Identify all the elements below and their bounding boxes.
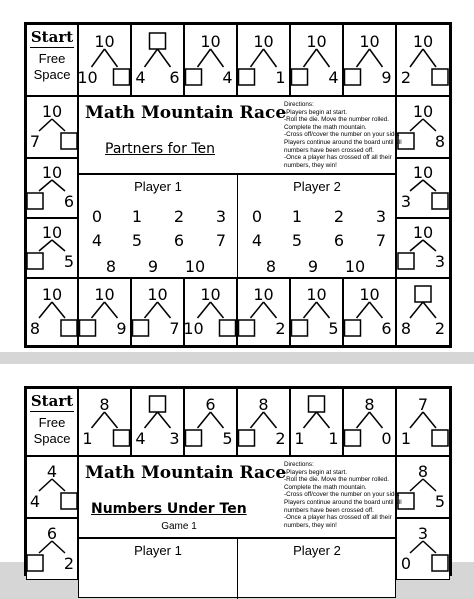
right-part-number: 6 [381, 319, 392, 338]
mountain-space [290, 278, 343, 346]
mountain-line [198, 412, 211, 428]
mountain-line [52, 302, 65, 318]
player-number[interactable]: 8 [105, 257, 117, 276]
player-number[interactable]: 0 [251, 207, 263, 226]
mountain-line [423, 302, 436, 318]
math-mountain [27, 97, 77, 157]
total-number: 10 [147, 285, 168, 304]
right-part-blank-box [61, 493, 77, 509]
player-number[interactable]: 1 [131, 207, 143, 226]
free-space-label: Free Space [33, 415, 71, 446]
mountain-line [304, 302, 317, 318]
mountain-line [211, 49, 224, 67]
right-part-number: 5 [328, 319, 339, 338]
total-number: 10 [359, 285, 380, 304]
player-number[interactable]: 9 [307, 257, 319, 276]
total-number: 4 [46, 462, 58, 481]
right-part-number: 5 [434, 492, 446, 511]
math-mountain [79, 279, 130, 345]
total-number: 10 [253, 32, 274, 51]
board-title: Math Mountain Race [85, 463, 287, 483]
total-number: 10 [412, 163, 434, 182]
mountain-line [158, 412, 171, 428]
players-area [78, 174, 396, 278]
math-mountain [291, 279, 342, 345]
player-number[interactable]: 2 [333, 207, 345, 226]
math-mountain [397, 97, 449, 157]
right-part-blank-box [114, 430, 130, 446]
right-part-number: 3 [169, 429, 180, 448]
left-part-number: 3 [400, 192, 412, 211]
player-number[interactable]: 4 [91, 231, 103, 250]
total-number: 6 [205, 395, 216, 414]
mountain-line [158, 302, 171, 318]
left-part-blank-box [398, 253, 414, 269]
right-part-number: 4 [222, 68, 233, 87]
math-mountain [238, 389, 289, 455]
total-number: 10 [412, 102, 434, 121]
total-number: 10 [94, 285, 115, 304]
left-part-number: 4 [29, 492, 41, 511]
player-number[interactable]: 1 [291, 207, 303, 226]
left-part-number: 1 [294, 429, 305, 448]
board-header [78, 96, 402, 174]
math-mountain [132, 25, 183, 95]
mountain-space [343, 24, 396, 96]
total-number: 10 [412, 32, 434, 51]
total-blank-box [415, 286, 431, 302]
player-number[interactable]: 2 [173, 207, 185, 226]
mountain-line [423, 49, 436, 67]
left-part-number: 4 [135, 429, 146, 448]
mountain-space [396, 456, 450, 518]
mountain-line [370, 412, 383, 428]
math-mountain [27, 219, 77, 277]
player-2-label: Player 2 [293, 543, 341, 558]
math-mountain [397, 159, 449, 217]
right-part-blank-box [220, 320, 236, 336]
player-number[interactable]: 3 [215, 207, 227, 226]
mountain-line [317, 49, 330, 67]
total-number: 8 [417, 462, 429, 481]
players-area [78, 538, 396, 598]
board-subtitle: Partners for Ten [105, 141, 215, 157]
left-part-blank-box [80, 320, 96, 336]
mountain-space [237, 278, 290, 346]
right-part-blank-box [61, 133, 77, 149]
left-part-number: 0 [400, 554, 412, 573]
mountain-line [105, 302, 118, 318]
mountain-line [304, 49, 317, 67]
right-part-number: 6 [63, 192, 75, 211]
mountain-line [423, 412, 436, 428]
mountain-line [264, 412, 277, 428]
mountain-space [396, 218, 450, 278]
left-part-blank-box [292, 320, 308, 336]
right-part-number: 8 [434, 132, 446, 151]
player-number[interactable]: 7 [375, 231, 387, 250]
math-mountain [344, 389, 395, 455]
player-number[interactable]: 6 [173, 231, 185, 250]
total-number: 6 [46, 524, 58, 543]
start-space [26, 388, 78, 456]
right-part-number: 5 [222, 429, 233, 448]
board-subtitle: Numbers Under Ten [91, 501, 247, 517]
math-mountain [27, 279, 77, 345]
mountain-line [92, 49, 105, 67]
left-part-blank-box [186, 430, 202, 446]
math-mountain [132, 279, 183, 345]
player-number[interactable]: 8 [265, 257, 277, 276]
mountain-space [184, 388, 237, 456]
math-mountain [185, 279, 236, 345]
player-2-label: Player 2 [293, 179, 341, 194]
right-part-number: 1 [275, 68, 286, 87]
right-part-number: 1 [328, 429, 339, 448]
mountain-space [78, 388, 131, 456]
right-part-blank-box [432, 193, 448, 209]
player-number[interactable]: 9 [147, 257, 159, 276]
mountain-space [290, 388, 343, 456]
left-part-blank-box [186, 69, 202, 85]
worksheet-page-2 [0, 364, 474, 573]
directions-text: Directions: -Players begin at start. -Roll the die. Move the number rolled. Complete the math mountain. -Cross off/cover the number on your side. Players continue around the board until all numbers have been crossed off. -Once a player has crossed off all their numbers, they win! [284, 461, 402, 529]
math-mountain [27, 519, 77, 579]
mountain-space [396, 158, 450, 218]
math-mountain [132, 389, 183, 455]
right-part-number: 0 [381, 429, 392, 448]
left-part-blank-box [292, 69, 308, 85]
mountain-line [370, 49, 383, 67]
mountain-line [92, 302, 105, 318]
mountain-line [317, 302, 330, 318]
right-part-blank-box [432, 69, 448, 85]
mountain-line [357, 302, 370, 318]
right-part-blank-box [432, 430, 448, 446]
math-mountain [79, 389, 130, 455]
mountain-space [343, 278, 396, 346]
left-part-number: 1 [400, 429, 412, 448]
divider [30, 411, 74, 412]
mountain-space [78, 24, 131, 96]
player-1-label: Player 1 [134, 543, 182, 558]
player-1-label: Player 1 [134, 179, 182, 194]
total-number: 7 [417, 395, 429, 414]
mountain-space [131, 278, 184, 346]
mountain-line [145, 412, 158, 428]
total-number: 10 [412, 223, 434, 242]
mountain-space [396, 24, 450, 96]
right-part-number: 2 [63, 554, 75, 573]
math-mountain [291, 389, 342, 455]
mountain-space [396, 96, 450, 158]
right-part-number: 9 [381, 68, 392, 87]
mountain-line [357, 49, 370, 67]
total-number: 10 [41, 163, 63, 182]
mountain-line [39, 302, 52, 318]
total-number: 8 [364, 395, 375, 414]
mountain-space [396, 388, 450, 456]
mountain-space [396, 278, 450, 346]
board-header [78, 456, 402, 538]
math-mountain [397, 279, 449, 345]
left-part-blank-box [27, 253, 43, 269]
mountain-space [131, 388, 184, 456]
player-number[interactable]: 5 [131, 231, 143, 250]
math-mountain [185, 389, 236, 455]
math-mountain [344, 25, 395, 95]
total-blank-box [150, 396, 166, 412]
total-number: 8 [99, 395, 110, 414]
right-part-number: 9 [116, 319, 127, 338]
mountain-line [145, 302, 158, 318]
right-part-number: 2 [434, 319, 446, 338]
mountain-line [145, 49, 158, 67]
mountain-line [410, 302, 423, 318]
free-space-label: Free Space [33, 51, 71, 82]
left-part-blank-box [239, 320, 255, 336]
left-part-blank-box [239, 69, 255, 85]
left-part-number: 1 [82, 429, 93, 448]
left-part-number: 4 [135, 68, 146, 87]
mountain-line [211, 302, 224, 318]
player-number[interactable]: 7 [215, 231, 227, 250]
right-part-number: 2 [275, 319, 286, 338]
left-part-blank-box [27, 555, 43, 571]
mountain-space [290, 24, 343, 96]
mountain-space [237, 388, 290, 456]
mountain-space [343, 388, 396, 456]
total-blank-box [309, 396, 325, 412]
mountain-space [26, 96, 78, 158]
right-part-blank-box [432, 555, 448, 571]
player-number[interactable]: 0 [91, 207, 103, 226]
math-mountain [79, 25, 130, 95]
divider [30, 47, 74, 48]
mountain-line [105, 49, 118, 67]
math-mountain [238, 25, 289, 95]
right-part-number: 2 [275, 429, 286, 448]
mountain-line [251, 302, 264, 318]
mountain-space [78, 278, 131, 346]
math-mountain [397, 25, 449, 95]
right-part-number: 6 [169, 68, 180, 87]
total-number: 3 [417, 524, 429, 543]
math-mountain [27, 457, 77, 517]
mountain-space [26, 278, 78, 346]
math-mountain [185, 25, 236, 95]
mountain-line [410, 49, 423, 67]
mountain-line [105, 412, 118, 428]
right-part-number: 3 [434, 252, 446, 271]
right-part-number: 4 [328, 68, 339, 87]
start-label: Start [30, 28, 74, 46]
left-part-blank-box [133, 320, 149, 336]
total-number: 10 [306, 32, 327, 51]
left-part-blank-box [345, 320, 361, 336]
game-board-2 [24, 386, 452, 576]
game-number: Game 1 [161, 521, 197, 532]
math-mountain [238, 279, 289, 345]
left-part-blank-box [239, 430, 255, 446]
mountain-line [264, 49, 277, 67]
total-number: 10 [41, 223, 63, 242]
board-title: Math Mountain Race [85, 103, 287, 123]
player-number[interactable]: 6 [333, 231, 345, 250]
math-mountain [344, 279, 395, 345]
mountain-space [26, 456, 78, 518]
game-board-1 [24, 22, 452, 348]
mountain-line [317, 412, 330, 428]
mountain-space [26, 158, 78, 218]
mountain-space [184, 24, 237, 96]
mountain-line [304, 412, 317, 428]
left-part-number: 7 [29, 132, 41, 151]
player-number[interactable]: 10 [184, 257, 206, 276]
mountain-line [198, 49, 211, 67]
left-part-number: 10 [77, 68, 98, 87]
total-number: 10 [200, 285, 221, 304]
total-number: 10 [41, 102, 63, 121]
player-number[interactable]: 10 [344, 257, 366, 276]
math-mountain [397, 519, 449, 579]
start-space [26, 24, 78, 96]
left-part-number: 10 [183, 319, 204, 338]
player-number[interactable]: 3 [375, 207, 387, 226]
total-number: 10 [306, 285, 327, 304]
mountain-line [357, 412, 370, 428]
math-mountain [291, 25, 342, 95]
mountain-line [158, 49, 171, 67]
mountain-space [131, 24, 184, 96]
math-mountain [397, 219, 449, 277]
left-part-blank-box [345, 430, 361, 446]
mountain-line [198, 302, 211, 318]
start-label: Start [30, 392, 74, 410]
mountain-space [396, 518, 450, 580]
total-number: 8 [258, 395, 269, 414]
right-part-blank-box [61, 320, 77, 336]
mountain-line [410, 412, 423, 428]
math-mountain [397, 457, 449, 517]
left-part-number: 8 [29, 319, 41, 338]
mountain-space [26, 518, 78, 580]
mountain-space [184, 278, 237, 346]
right-part-number: 7 [169, 319, 180, 338]
left-part-blank-box [345, 69, 361, 85]
total-number: 10 [253, 285, 274, 304]
mountain-line [92, 412, 105, 428]
math-mountain [27, 159, 77, 217]
left-part-number: 8 [400, 319, 412, 338]
total-number: 10 [94, 32, 115, 51]
total-number: 10 [359, 32, 380, 51]
mountain-line [251, 412, 264, 428]
mountain-space [26, 218, 78, 278]
left-part-blank-box [27, 193, 43, 209]
player-number[interactable]: 5 [291, 231, 303, 250]
left-part-number: 2 [400, 68, 412, 87]
total-number: 10 [200, 32, 221, 51]
right-part-blank-box [114, 69, 130, 85]
total-blank-box [150, 33, 166, 49]
total-number: 10 [41, 285, 63, 304]
mountain-line [251, 49, 264, 67]
math-mountain [397, 389, 449, 455]
directions-text: Directions: -Players begin at start. -Roll the die. Move the number rolled. Complete the math mountain. -Cross off/cover the number on your side. Players continue around the board until all numbers have been crossed off. -Once a player has crossed off all their numbers, they win! [284, 101, 402, 169]
mountain-line [370, 302, 383, 318]
player-number[interactable]: 4 [251, 231, 263, 250]
mountain-space [237, 24, 290, 96]
mountain-line [264, 302, 277, 318]
right-part-number: 5 [63, 252, 75, 271]
mountain-line [211, 412, 224, 428]
